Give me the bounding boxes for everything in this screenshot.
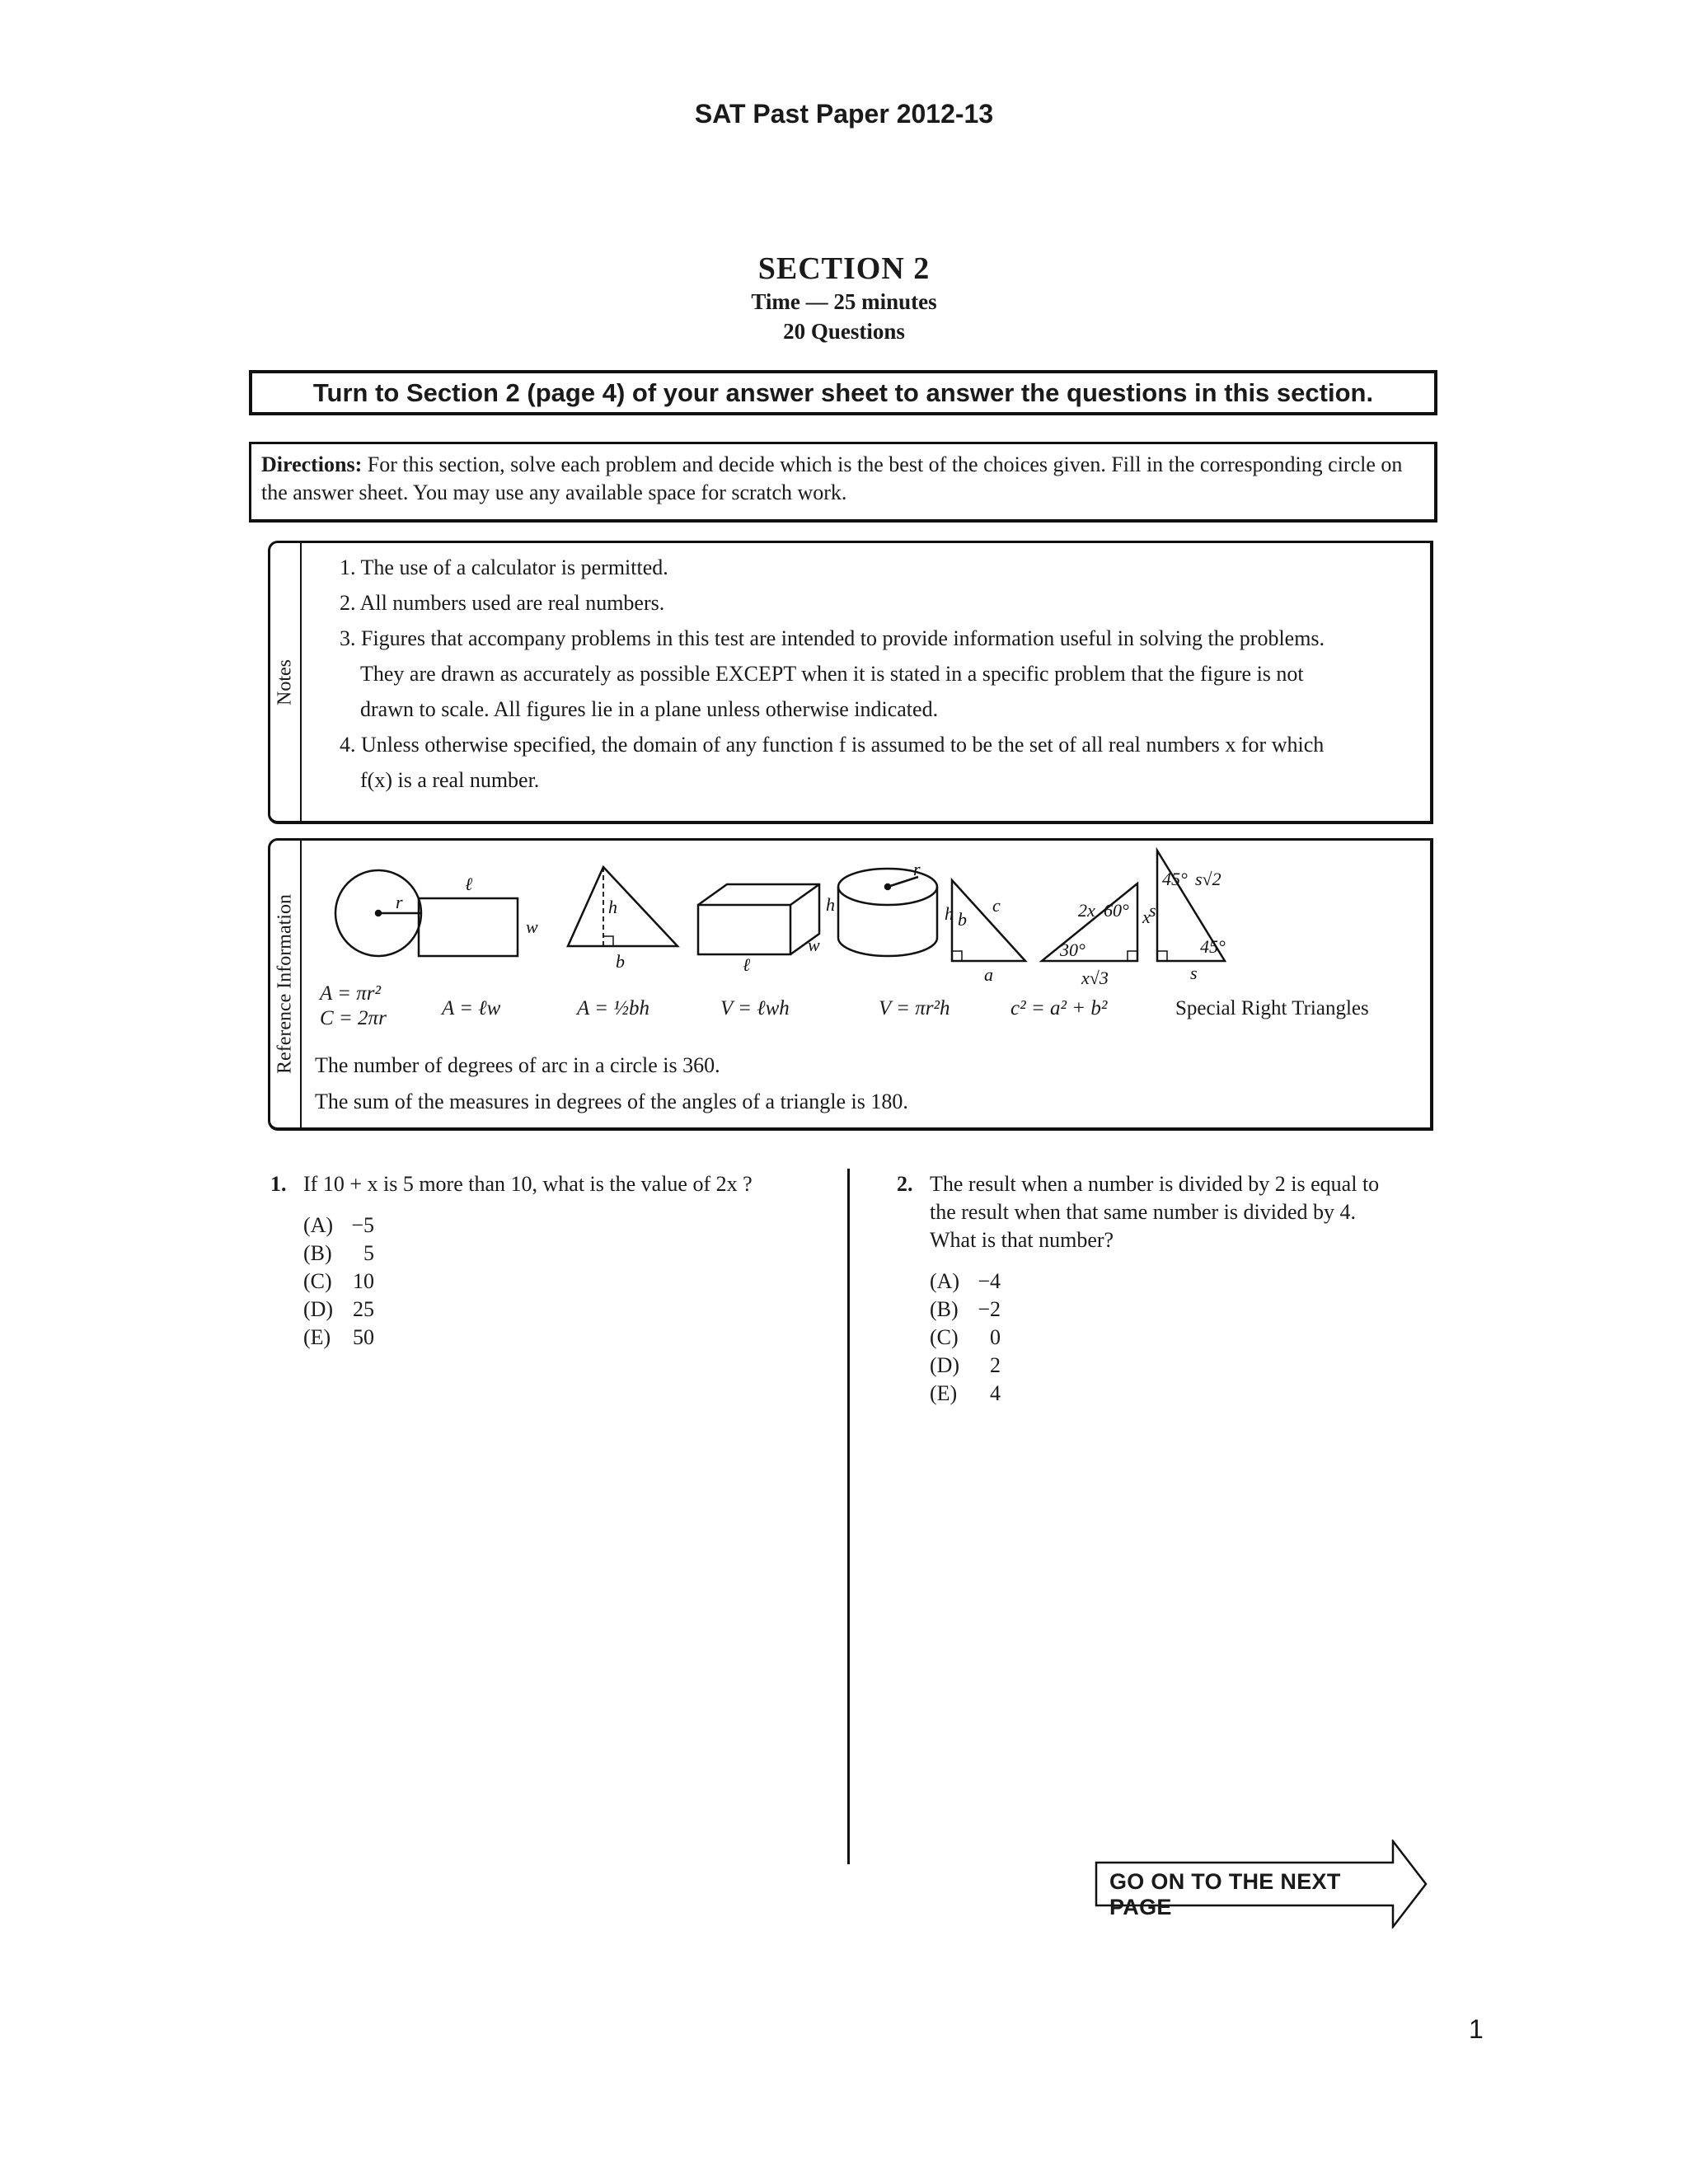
- notes-panel: [268, 541, 1433, 824]
- note-item: 1. The use of a calculator is permitted.: [340, 555, 668, 579]
- note-item: 3. Figures that accompany problems in this test are intended to provide information useful in solving the problems.: [340, 626, 1325, 650]
- document-title: SAT Past Paper 2012-13: [694, 99, 994, 129]
- question-text: If 10 + x is 5 more than 10, what is the value of 2x ?: [303, 1172, 753, 1196]
- choice-value: 2: [990, 1353, 1001, 1377]
- choice-value: −2: [978, 1297, 1001, 1321]
- answer-choice-a[interactable]: [930, 1268, 1424, 1296]
- answer-choice-d[interactable]: [303, 1296, 814, 1324]
- choice-letter: (C): [303, 1269, 332, 1293]
- answer-choice-b[interactable]: [930, 1296, 1424, 1324]
- answer-choice-c[interactable]: [303, 1268, 814, 1296]
- answer-choice-a[interactable]: [303, 1212, 814, 1240]
- circle-circumference-formula: C = 2πr: [320, 1007, 387, 1029]
- reference-panel: [268, 838, 1433, 1131]
- note-item: 4. Unless otherwise specified, the domain of any function f is assumed to be the set of all real numbers x for which: [340, 733, 1325, 757]
- rectangle-figure: [419, 898, 518, 956]
- answer-choices: [303, 1212, 814, 1352]
- choice-letter: (C): [930, 1325, 959, 1349]
- note-item: 2. All numbers used are real numbers.: [340, 591, 665, 615]
- answer-choice-e[interactable]: [930, 1380, 1424, 1408]
- section-question-count: 20 Questions: [783, 319, 905, 344]
- directions-box: [249, 442, 1437, 523]
- choice-value: 0: [990, 1325, 1001, 1349]
- label-x: x: [1142, 907, 1151, 927]
- triangle-figure: [568, 867, 678, 946]
- label-2x: 2x: [1078, 900, 1095, 921]
- section-heading: [0, 251, 1688, 346]
- note-item-continued: They are drawn as accurately as possible EXCEPT when it is stated in a specific problem that the figure is not: [360, 662, 1304, 686]
- choice-letter: (B): [930, 1297, 959, 1321]
- notes-list: [340, 550, 1411, 798]
- question-1: [270, 1170, 814, 1352]
- triangle-angles-fact: The sum of the measures in degrees of the angles of a triangle is 180.: [315, 1090, 908, 1113]
- box-volume-formula: V = ℓwh: [720, 997, 790, 1019]
- choice-letter: (E): [930, 1381, 958, 1405]
- label-r: r: [913, 859, 921, 879]
- choice-value: 25: [353, 1297, 374, 1321]
- label-60: 60°: [1104, 900, 1129, 921]
- answer-choice-c[interactable]: [930, 1324, 1424, 1352]
- choice-value: 50: [353, 1325, 374, 1349]
- column-divider: [847, 1169, 850, 1864]
- notes-tab-label: Notes: [274, 658, 296, 705]
- question-2: [897, 1170, 1424, 1408]
- answer-choice-e[interactable]: [303, 1324, 814, 1352]
- label-x-root3: x√3: [1081, 968, 1109, 988]
- reference-figures: [300, 841, 1437, 1005]
- section-time: Time — 25 minutes: [751, 289, 937, 314]
- reference-tab-label: Reference Information: [274, 894, 296, 1074]
- instruction-text: Turn to Section 2 (page 4) of your answer sheet to answer the questions in this section.: [312, 377, 1374, 407]
- question-text-line: the result when that same number is divided by 4.: [930, 1200, 1357, 1224]
- choice-value: 5: [363, 1241, 374, 1265]
- circle-formulas: [320, 981, 381, 1007]
- next-page-label: GO ON TO THE NEXT PAGE: [1109, 1869, 1341, 1919]
- circle-figure: [335, 870, 421, 956]
- directions-label: Directions:: [261, 452, 363, 476]
- choice-letter: (A): [930, 1269, 960, 1293]
- note-item-continued: f(x) is a real number.: [360, 768, 540, 792]
- cylinder-volume-formula: V = πr²h: [879, 997, 950, 1019]
- label-l: ℓ: [743, 954, 751, 975]
- choice-value: 4: [990, 1381, 1001, 1405]
- choice-letter: (E): [303, 1325, 331, 1349]
- label-h: h: [945, 903, 954, 924]
- question-number: 2.: [897, 1172, 913, 1196]
- choice-letter: (A): [303, 1213, 334, 1237]
- answer-choices: [930, 1268, 1424, 1408]
- circle-area-formula: A = πr²: [320, 982, 381, 1005]
- label-s: s: [1190, 963, 1198, 983]
- reference-tab: [270, 841, 302, 1127]
- label-l: ℓ: [465, 874, 473, 894]
- choice-value: −5: [351, 1213, 374, 1237]
- notes-tab: [270, 543, 302, 821]
- label-b: b: [616, 951, 625, 972]
- answer-choice-d[interactable]: [930, 1352, 1424, 1380]
- question-text-line: The result when a number is divided by 2 is equal to: [930, 1172, 1380, 1196]
- instruction-box: [249, 370, 1437, 415]
- label-45: 45°: [1162, 869, 1188, 889]
- choice-letter: (D): [930, 1353, 960, 1377]
- special-right-triangles-label: Special Right Triangles: [1175, 997, 1369, 1019]
- label-h: h: [608, 897, 617, 917]
- label-c: c: [992, 895, 1001, 916]
- box-figure: [698, 884, 819, 954]
- choice-value: −4: [978, 1269, 1001, 1293]
- label-r: r: [396, 892, 403, 912]
- page-number: 1: [1469, 2014, 1484, 2044]
- cylinder-figure: [838, 869, 937, 956]
- arc-degrees-fact: The number of degrees of arc in a circle is 360.: [315, 1053, 720, 1077]
- thirty-sixty-ninety-figure: [1042, 883, 1137, 961]
- label-s: s: [1149, 900, 1156, 921]
- label-w: w: [808, 935, 820, 955]
- label-h: h: [826, 894, 835, 915]
- question-number: 1.: [270, 1172, 287, 1196]
- label-a: a: [984, 964, 993, 985]
- choice-letter: (D): [303, 1297, 334, 1321]
- triangle-area-formula: A = ½bh: [577, 997, 649, 1019]
- choice-value: 10: [353, 1269, 374, 1293]
- label-w: w: [526, 916, 538, 937]
- question-text-line: What is that number?: [930, 1228, 1114, 1252]
- directions-text: For this section, solve each problem and decide which is the best of the choices given. Fill in the corresponding circle on the answer sheet. You may use any available space for scratch work.: [261, 452, 1403, 504]
- label-b: b: [958, 909, 967, 930]
- rectangle-area-formula: A = ℓw: [442, 997, 501, 1019]
- choice-letter: (B): [303, 1241, 332, 1265]
- label-30: 30°: [1060, 940, 1085, 960]
- answer-choice-b[interactable]: [303, 1240, 814, 1268]
- note-item-continued: drawn to scale. All figures lie in a plane unless otherwise indicated.: [360, 697, 939, 721]
- label-s-root2: s√2: [1195, 869, 1221, 889]
- pythagorean-formula: c² = a² + b²: [1010, 997, 1108, 1019]
- label-45: 45°: [1200, 936, 1226, 957]
- section-title: SECTION 2: [757, 251, 931, 286]
